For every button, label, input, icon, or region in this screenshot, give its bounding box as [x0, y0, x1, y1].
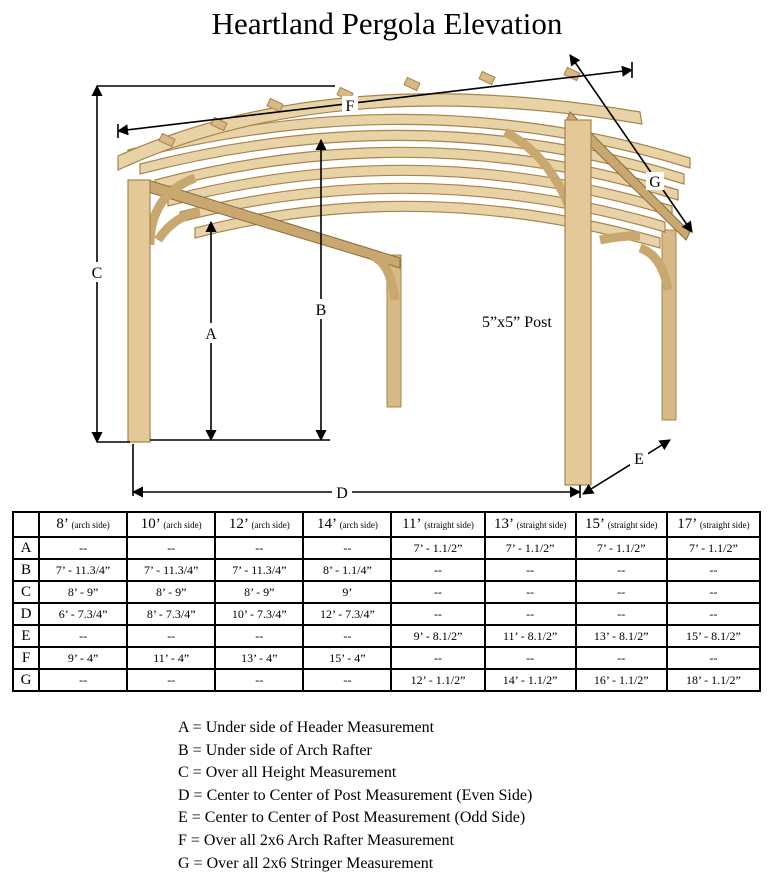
- column-header: [576, 512, 667, 537]
- legend-item: F = Over all 2x6 Arch Rafter Measurement: [178, 831, 455, 849]
- front-right-post: [565, 120, 591, 485]
- row-label: B: [13, 559, 39, 581]
- table-cell: --: [127, 669, 215, 691]
- row-label: E: [13, 625, 39, 647]
- post-label: 5”x5” Post: [482, 314, 552, 331]
- table-cell: 6’ - 7.3/4”: [39, 603, 127, 625]
- measurement-table: [12, 511, 761, 692]
- table-cell: 18’ - 1.1/2”: [667, 669, 760, 691]
- table-cell: 12’ - 1.1/2”: [391, 669, 484, 691]
- table-cell: 7’ - 1.1/2”: [485, 537, 576, 559]
- table-cell: 11’ - 8.1/2”: [485, 625, 576, 647]
- column-note: (arch side): [71, 520, 110, 530]
- table-cell: --: [303, 537, 391, 559]
- page-title: Heartland Pergola Elevation: [211, 6, 563, 41]
- table-cell: --: [576, 603, 667, 625]
- column-note: (straight side): [516, 520, 567, 530]
- column-header: [485, 512, 576, 537]
- table-cell: 11’ - 4”: [127, 647, 215, 669]
- table-cell: 7’ - 11.3/4”: [127, 559, 215, 581]
- row-label: F: [13, 647, 39, 669]
- table-cell: --: [485, 559, 576, 581]
- table-cell: 7’ - 1.1/2”: [391, 537, 484, 559]
- column-size: 8’: [56, 516, 68, 532]
- column-note: (arch side): [339, 520, 378, 530]
- dim-label-a: A: [205, 326, 217, 343]
- table-cell: 8’ - 9”: [215, 581, 303, 603]
- column-header: [391, 512, 484, 537]
- dim-label-b: B: [315, 302, 327, 319]
- table-cell: --: [39, 625, 127, 647]
- front-left-post: [128, 180, 150, 442]
- column-size: 15’: [585, 516, 604, 532]
- dim-label-e: E: [634, 451, 644, 468]
- table-cell: --: [127, 625, 215, 647]
- dim-label-d: D: [336, 485, 348, 502]
- column-header: [303, 512, 391, 537]
- column-header: [127, 512, 215, 537]
- column-header: [39, 512, 127, 537]
- column-header: [215, 512, 303, 537]
- table-cell: --: [576, 559, 667, 581]
- table-cell: 8’ - 1.1/4”: [303, 559, 391, 581]
- row-label: C: [13, 581, 39, 603]
- table-cell: --: [303, 625, 391, 647]
- table-cell: --: [667, 559, 760, 581]
- legend-item: G = Over all 2x6 Stringer Measurement: [178, 854, 434, 872]
- table-cell: --: [391, 647, 484, 669]
- column-note: (straight side): [607, 520, 658, 530]
- table-cell: --: [127, 537, 215, 559]
- dim-label-g: G: [649, 174, 661, 191]
- column-size: 13’: [493, 516, 513, 532]
- table-cell: 7’ - 1.1/2”: [576, 537, 667, 559]
- table-cell: 9’: [303, 581, 391, 603]
- table-cell: --: [215, 537, 303, 559]
- table-cell: --: [39, 669, 127, 691]
- table-row: [13, 625, 760, 647]
- table-cell: 12’ - 7.3/4”: [303, 603, 391, 625]
- table-cell: 14’ - 1.1/2”: [485, 669, 576, 691]
- table-cell: 10’ - 7.3/4”: [215, 603, 303, 625]
- table-cell: --: [667, 647, 760, 669]
- table-cell: --: [485, 603, 576, 625]
- table-row: [13, 537, 760, 559]
- table-header-row: [13, 512, 760, 537]
- dim-label-c: C: [91, 265, 103, 282]
- table-cell: 8’ - 7.3/4”: [127, 603, 215, 625]
- column-note: (straight side): [699, 520, 750, 530]
- corner-cell: [13, 512, 39, 537]
- table-cell: 16’ - 1.1/2”: [576, 669, 667, 691]
- table-cell: 13’ - 4”: [215, 647, 303, 669]
- table-cell: --: [576, 581, 667, 603]
- column-size: 12’: [228, 516, 248, 532]
- table-cell: --: [39, 537, 127, 559]
- legend-item: E = Center to Center of Post Measurement (Odd Side): [178, 809, 526, 827]
- column-size: 17’: [677, 516, 697, 532]
- legend-item: C = Over all Height Measurement: [178, 764, 397, 782]
- table-cell: --: [391, 581, 484, 603]
- table-cell: 8’ - 9”: [127, 581, 215, 603]
- table-cell: --: [667, 581, 760, 603]
- table-row: [13, 581, 760, 603]
- table-cell: 15’ - 4”: [303, 647, 391, 669]
- table-row: [13, 669, 760, 691]
- table-cell: 9’ - 8.1/2”: [391, 625, 484, 647]
- table-cell: 7’ - 1.1/2”: [667, 537, 760, 559]
- dim-label-f: F: [345, 98, 355, 115]
- column-size: 10’: [140, 516, 160, 532]
- row-label: D: [13, 603, 39, 625]
- table-cell: --: [391, 603, 484, 625]
- table-cell: 15’ - 8.1/2”: [667, 625, 760, 647]
- table-cell: 7’ - 11.3/4”: [39, 559, 127, 581]
- back-right-post: [662, 230, 676, 420]
- table-cell: 13’ - 8.1/2”: [576, 625, 667, 647]
- rafters: [118, 94, 690, 248]
- row-label: G: [13, 669, 39, 691]
- column-size: 14’: [316, 516, 336, 532]
- table-cell: --: [485, 647, 576, 669]
- table-cell: --: [391, 559, 484, 581]
- table-cell: --: [576, 647, 667, 669]
- table-cell: 9’ - 4”: [39, 647, 127, 669]
- table-cell: --: [215, 625, 303, 647]
- table-cell: --: [667, 603, 760, 625]
- column-note: (arch side): [163, 520, 202, 530]
- table-row: [13, 647, 760, 669]
- column-header: [667, 512, 760, 537]
- legend-item: D = Center to Center of Post Measurement (Even Side): [178, 786, 533, 804]
- table-cell: 8’ - 9”: [39, 581, 127, 603]
- row-label: A: [13, 537, 39, 559]
- legend: [178, 717, 532, 875]
- legend-item: B = Under side of Arch Rafter: [178, 741, 372, 759]
- table-cell: --: [303, 669, 391, 691]
- column-size: 11’: [402, 516, 421, 532]
- table-row: [13, 603, 760, 625]
- column-note: (arch side): [251, 520, 290, 530]
- legend-item: A = Under side of Header Measurement: [178, 719, 435, 736]
- column-note: (straight side): [424, 520, 474, 530]
- table-cell: 7’ - 11.3/4”: [215, 559, 303, 581]
- table-cell: --: [485, 581, 576, 603]
- table-row: [13, 559, 760, 581]
- table-cell: --: [215, 669, 303, 691]
